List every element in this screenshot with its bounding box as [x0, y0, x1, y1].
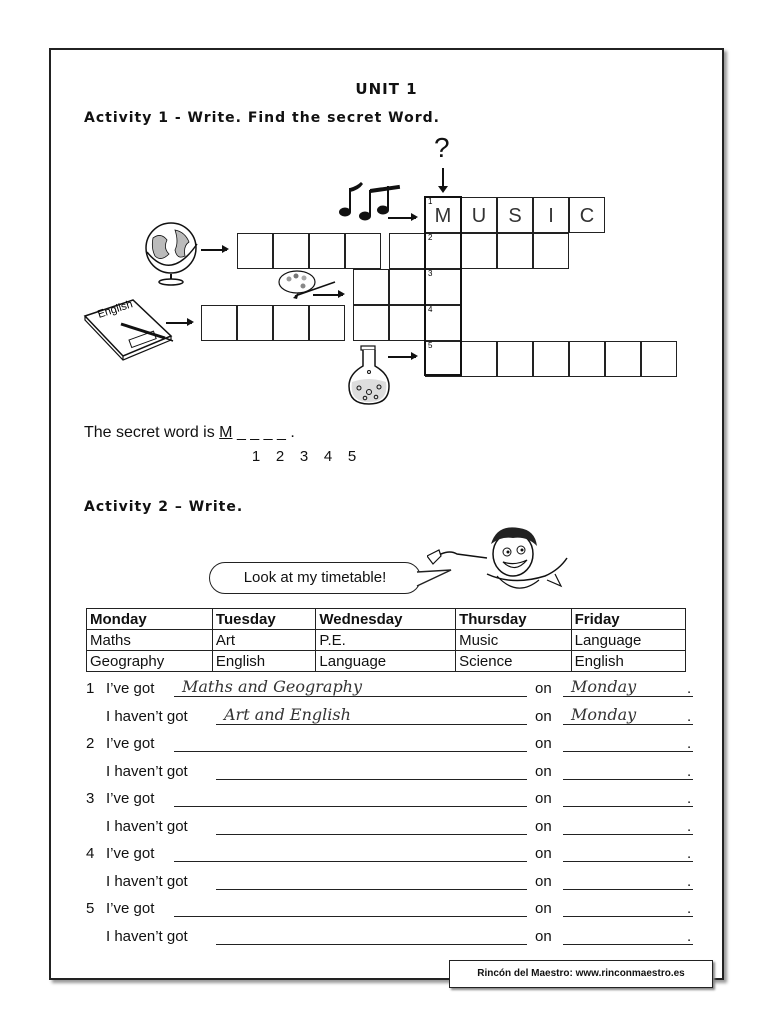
exercise-row: [86, 900, 696, 922]
table-row: [87, 630, 686, 651]
crossword-cell[interactable]: [605, 341, 641, 377]
crossword-cell[interactable]: [353, 305, 389, 341]
crossword-cell[interactable]: [497, 341, 533, 377]
missing-subjects-answer-field[interactable]: [216, 816, 527, 835]
havent-got-label: I haven’t got: [106, 872, 188, 890]
crossword-cell[interactable]: [389, 305, 425, 341]
subjects-answer-field[interactable]: [174, 843, 527, 862]
on-label: on: [535, 790, 552, 807]
line-end-period: .: [687, 680, 692, 697]
crossword-cell[interactable]: [461, 233, 497, 269]
exercise-row: [86, 790, 696, 812]
arrow-icon: [201, 249, 227, 251]
day-answer-field[interactable]: [563, 761, 693, 780]
crossword-cell[interactable]: [309, 233, 345, 269]
exercise-row: [86, 704, 696, 730]
day-answer-field[interactable]: [563, 871, 693, 890]
crossword-cell[interactable]: [461, 341, 497, 377]
secret-blanks[interactable]: _ _ _ _: [236, 424, 286, 441]
crossword-cell[interactable]: [273, 233, 309, 269]
english-book-icon: [81, 296, 177, 362]
on-label: on: [535, 817, 552, 835]
crossword-cell[interactable]: [389, 269, 425, 305]
timetable-cell: Geography: [87, 651, 213, 672]
crossword-cell[interactable]: [533, 341, 569, 377]
on-label: on: [535, 872, 552, 890]
activity1-heading: Activity 1 - Write. Find the secret Word.: [84, 110, 440, 126]
exercise-row: [86, 928, 696, 950]
timetable-header: Tuesday: [212, 609, 315, 630]
subjects-answer-field[interactable]: [174, 788, 527, 807]
day-answer-field[interactable]: [563, 898, 693, 917]
on-label: on: [535, 845, 552, 862]
line-end-period: .: [687, 900, 692, 917]
timetable-cell: Language: [571, 630, 685, 651]
table-row: [87, 651, 686, 672]
worksheet-page: [49, 48, 724, 980]
exercise-row: [86, 763, 696, 785]
ive-got-label: I’ve got: [106, 900, 155, 917]
missing-subjects-answer-field[interactable]: [216, 761, 527, 780]
exercise-row: [86, 735, 696, 757]
table-row: [87, 609, 686, 630]
crossword-cell[interactable]: S: [497, 197, 533, 233]
crossword-cell[interactable]: I: [533, 197, 569, 233]
havent-got-label: I haven’t got: [106, 762, 188, 780]
crossword-cell[interactable]: [533, 233, 569, 269]
timetable-header: Monday: [87, 609, 213, 630]
havent-got-label: I haven’t got: [106, 707, 188, 725]
book-label: English: [96, 298, 135, 321]
day-answer-field[interactable]: Monday: [563, 678, 693, 697]
boy-cartoon-icon: [427, 524, 573, 600]
exercise-number: 2: [86, 735, 95, 752]
havent-got-label: I haven’t got: [106, 927, 188, 945]
line-end-period: .: [687, 927, 692, 945]
down-arrow-line: [442, 168, 444, 188]
question-mark: ?: [434, 132, 450, 163]
exercise-number: 4: [86, 845, 95, 862]
crossword-cell[interactable]: 3: [425, 269, 461, 305]
exercise-number: 5: [86, 900, 95, 917]
subjects-answer-field[interactable]: [174, 733, 527, 752]
day-answer-field[interactable]: [563, 926, 693, 945]
activity2-heading: Activity 2 – Write.: [84, 499, 244, 515]
on-label: on: [535, 680, 552, 697]
day-answer-field[interactable]: [563, 843, 693, 862]
palette-icon: [277, 268, 339, 302]
missing-subjects-answer-field[interactable]: Art and English: [216, 706, 527, 725]
position-number: 4: [323, 448, 333, 465]
exercise-row: [86, 873, 696, 895]
crossword-cell[interactable]: [389, 233, 425, 269]
day-answer-field[interactable]: [563, 788, 693, 807]
crossword-cell[interactable]: 2: [425, 233, 461, 269]
day-answer-field[interactable]: Monday: [563, 706, 693, 725]
missing-subjects-answer-field[interactable]: [216, 926, 527, 945]
crossword-cell[interactable]: U: [461, 197, 497, 233]
crossword-cell[interactable]: 5: [425, 341, 461, 377]
position-numbers: [244, 446, 364, 465]
ive-got-label: I’ve got: [106, 845, 155, 862]
speech-bubble: Look at my timetable!: [209, 562, 421, 594]
line-end-period: .: [687, 735, 692, 752]
timetable-cell: Music: [456, 630, 572, 651]
exercise-number: 3: [86, 790, 95, 807]
down-arrow-icon: [438, 186, 448, 193]
position-number: 2: [275, 448, 285, 465]
on-label: on: [535, 707, 552, 725]
flask-icon: [343, 342, 395, 408]
exercise-row: [86, 845, 696, 867]
day-answer-field[interactable]: [563, 816, 693, 835]
crossword-cell[interactable]: [237, 233, 273, 269]
timetable-header: Friday: [571, 609, 685, 630]
ive-got-label: I’ve got: [106, 680, 155, 697]
exercise-row: [86, 818, 696, 840]
unit-title: UNIT 1: [355, 80, 418, 98]
footer-credit: Rincón del Maestro: www.rinconmaestro.es: [449, 960, 713, 988]
on-label: on: [535, 900, 552, 917]
timetable-header: Wednesday: [316, 609, 456, 630]
on-label: on: [535, 927, 552, 945]
crossword-cell[interactable]: 1 M: [425, 197, 461, 233]
crossword-cell[interactable]: [569, 341, 605, 377]
line-end-period: .: [687, 790, 692, 807]
crossword-cell[interactable]: [309, 305, 345, 341]
crossword-cell[interactable]: [345, 233, 381, 269]
line-end-period: .: [687, 872, 692, 890]
line-end-period: .: [687, 762, 692, 780]
missing-subjects-answer-field[interactable]: [216, 871, 527, 890]
timetable-cell: Art: [212, 630, 315, 651]
crossword: [51, 50, 722, 470]
music-notes-icon: [337, 180, 403, 226]
crossword-cell[interactable]: 4: [425, 305, 461, 341]
crossword-cell[interactable]: [273, 305, 309, 341]
secret-first-letter: M: [219, 424, 233, 441]
position-number: 1: [251, 448, 261, 465]
secret-word-line: [84, 424, 295, 442]
timetable-cell: Language: [316, 651, 456, 672]
subjects-answer-field[interactable]: Maths and Geography: [174, 678, 527, 697]
subjects-answer-field[interactable]: [174, 898, 527, 917]
secret-prefix: The secret word is: [84, 424, 215, 441]
crossword-cell[interactable]: [641, 341, 677, 377]
ive-got-label: I’ve got: [106, 790, 155, 807]
timetable-header: Thursday: [456, 609, 572, 630]
timetable-cell: Maths: [87, 630, 213, 651]
crossword-cell[interactable]: [201, 305, 237, 341]
secret-period: .: [290, 424, 295, 441]
exercise-number: 1: [86, 680, 95, 697]
havent-got-label: I haven’t got: [106, 817, 188, 835]
crossword-cell[interactable]: [353, 269, 389, 305]
position-number: 3: [299, 448, 309, 465]
line-end-period: .: [687, 817, 692, 835]
timetable-cell: P.E.: [316, 630, 456, 651]
on-label: on: [535, 762, 552, 780]
day-answer-field[interactable]: [563, 733, 693, 752]
exercise-row: [86, 677, 696, 702]
crossword-cell[interactable]: [237, 305, 273, 341]
timetable-cell: English: [212, 651, 315, 672]
position-number: 5: [347, 448, 357, 465]
timetable: [86, 608, 686, 672]
crossword-cell[interactable]: C: [569, 197, 605, 233]
timetable-cell: English: [571, 651, 685, 672]
ive-got-label: I’ve got: [106, 735, 155, 752]
crossword-cell[interactable]: [497, 233, 533, 269]
globe-icon: [141, 218, 201, 286]
timetable-cell: Science: [456, 651, 572, 672]
line-end-period: .: [687, 707, 692, 725]
on-label: on: [535, 735, 552, 752]
line-end-period: .: [687, 845, 692, 862]
